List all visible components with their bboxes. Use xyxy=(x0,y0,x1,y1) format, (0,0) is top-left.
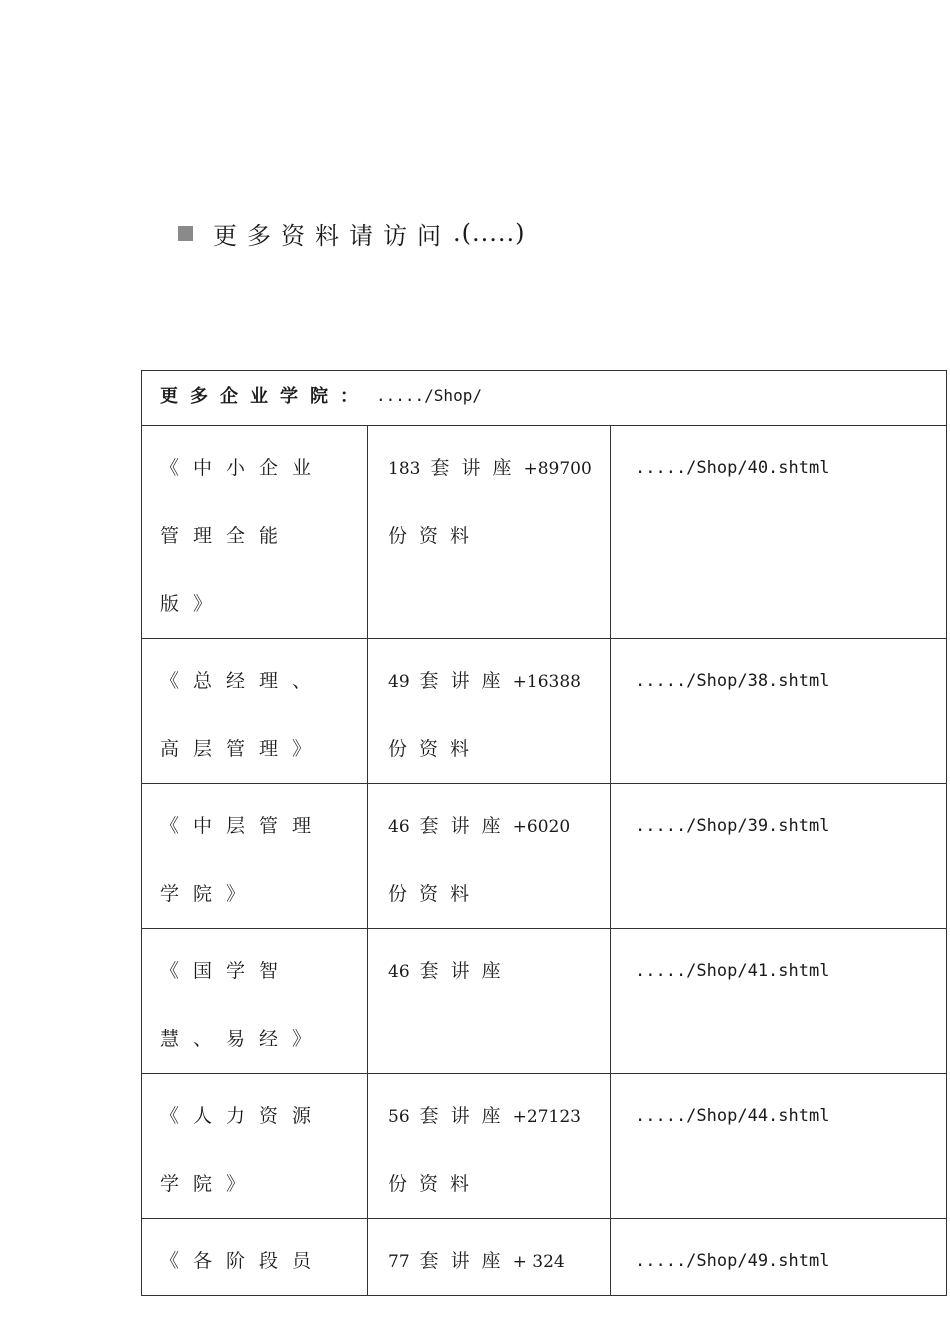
lecture-count: 77 xyxy=(388,1252,410,1272)
table-row xyxy=(142,1074,947,1219)
course-name-line: 慧、易经》 xyxy=(160,1028,326,1050)
course-name-line: 《中层管理 xyxy=(160,815,326,837)
course-count-cell xyxy=(368,1074,611,1219)
course-name-cell xyxy=(142,426,368,639)
course-count-cell xyxy=(368,639,611,784)
table-header-cell xyxy=(142,371,947,426)
course-url-cell xyxy=(611,639,947,784)
course-url-link[interactable]: ...../Shop/38.shtml xyxy=(635,671,830,691)
extra-material-count: +6020 xyxy=(512,817,571,837)
table-row xyxy=(142,784,947,929)
course-url-cell xyxy=(611,929,947,1074)
course-name-line: 学院》 xyxy=(160,1173,260,1195)
table-row xyxy=(142,929,947,1074)
extra-material-unit: 份资料 xyxy=(388,1173,482,1195)
lecture-unit: 套讲座 xyxy=(419,1250,513,1272)
heading-suffix[interactable]: .(.....) xyxy=(453,219,526,247)
course-name-line: 高层管理》 xyxy=(160,738,326,760)
course-url-link[interactable]: ...../Shop/44.shtml xyxy=(635,1106,830,1126)
table-row xyxy=(142,639,947,784)
course-name-line: 《人力资源 xyxy=(160,1105,326,1127)
course-table xyxy=(141,370,947,1296)
lecture-unit: 套讲座 xyxy=(419,815,513,837)
lecture-count: 183 xyxy=(388,459,421,479)
course-count-cell xyxy=(368,426,611,639)
course-name-line: 《中小企业 xyxy=(160,457,326,479)
course-name-line: 版》 xyxy=(160,593,227,615)
lecture-count: 49 xyxy=(388,672,410,692)
course-name-line: 《国学智 xyxy=(160,960,293,982)
course-name-cell xyxy=(142,639,368,784)
extra-material-unit: 份资料 xyxy=(388,738,482,760)
course-name-cell xyxy=(142,784,368,929)
table-header-row xyxy=(142,371,947,426)
extra-material-unit: 份资料 xyxy=(388,883,482,905)
table-row xyxy=(142,1219,947,1296)
lecture-count: 46 xyxy=(388,962,410,982)
lecture-unit: 套讲座 xyxy=(430,457,524,479)
course-url-cell xyxy=(611,1219,947,1296)
course-count-cell xyxy=(368,784,611,929)
extra-material-count: +16388 xyxy=(512,672,581,692)
course-name-cell xyxy=(142,929,368,1074)
square-bullet-icon xyxy=(178,226,193,241)
course-name-line: 《各阶段员 xyxy=(160,1250,326,1272)
header-label: 更多企业学院： xyxy=(160,386,370,407)
lecture-count: 56 xyxy=(388,1107,410,1127)
course-count-cell xyxy=(368,1219,611,1296)
extra-material-count: + 324 xyxy=(512,1252,565,1272)
course-name-line: 学院》 xyxy=(160,883,260,905)
course-name-cell xyxy=(142,1074,368,1219)
heading-text: 更多资料请访问 xyxy=(213,221,451,250)
lecture-count: 46 xyxy=(388,817,410,837)
course-url-link[interactable]: ...../Shop/40.shtml xyxy=(635,458,830,478)
header-url-link[interactable]: ...../Shop/ xyxy=(376,385,482,405)
section-heading xyxy=(178,216,526,250)
course-url-link[interactable]: ...../Shop/41.shtml xyxy=(635,961,830,981)
table-row xyxy=(142,426,947,639)
lecture-unit: 套讲座 xyxy=(419,960,513,982)
course-name-line: 《总经理、 xyxy=(160,670,326,692)
course-name-cell xyxy=(142,1219,368,1296)
course-url-link[interactable]: ...../Shop/39.shtml xyxy=(635,816,830,836)
lecture-unit: 套讲座 xyxy=(419,670,513,692)
extra-material-unit: 份资料 xyxy=(388,525,482,547)
course-count-cell xyxy=(368,929,611,1074)
lecture-unit: 套讲座 xyxy=(419,1105,513,1127)
extra-material-count: +27123 xyxy=(512,1107,581,1127)
course-url-cell xyxy=(611,426,947,639)
course-name-line: 管理全能 xyxy=(160,525,293,547)
extra-material-count: +89700 xyxy=(523,459,592,479)
course-url-cell xyxy=(611,1074,947,1219)
course-url-link[interactable]: ...../Shop/49.shtml xyxy=(635,1251,830,1271)
course-url-cell xyxy=(611,784,947,929)
